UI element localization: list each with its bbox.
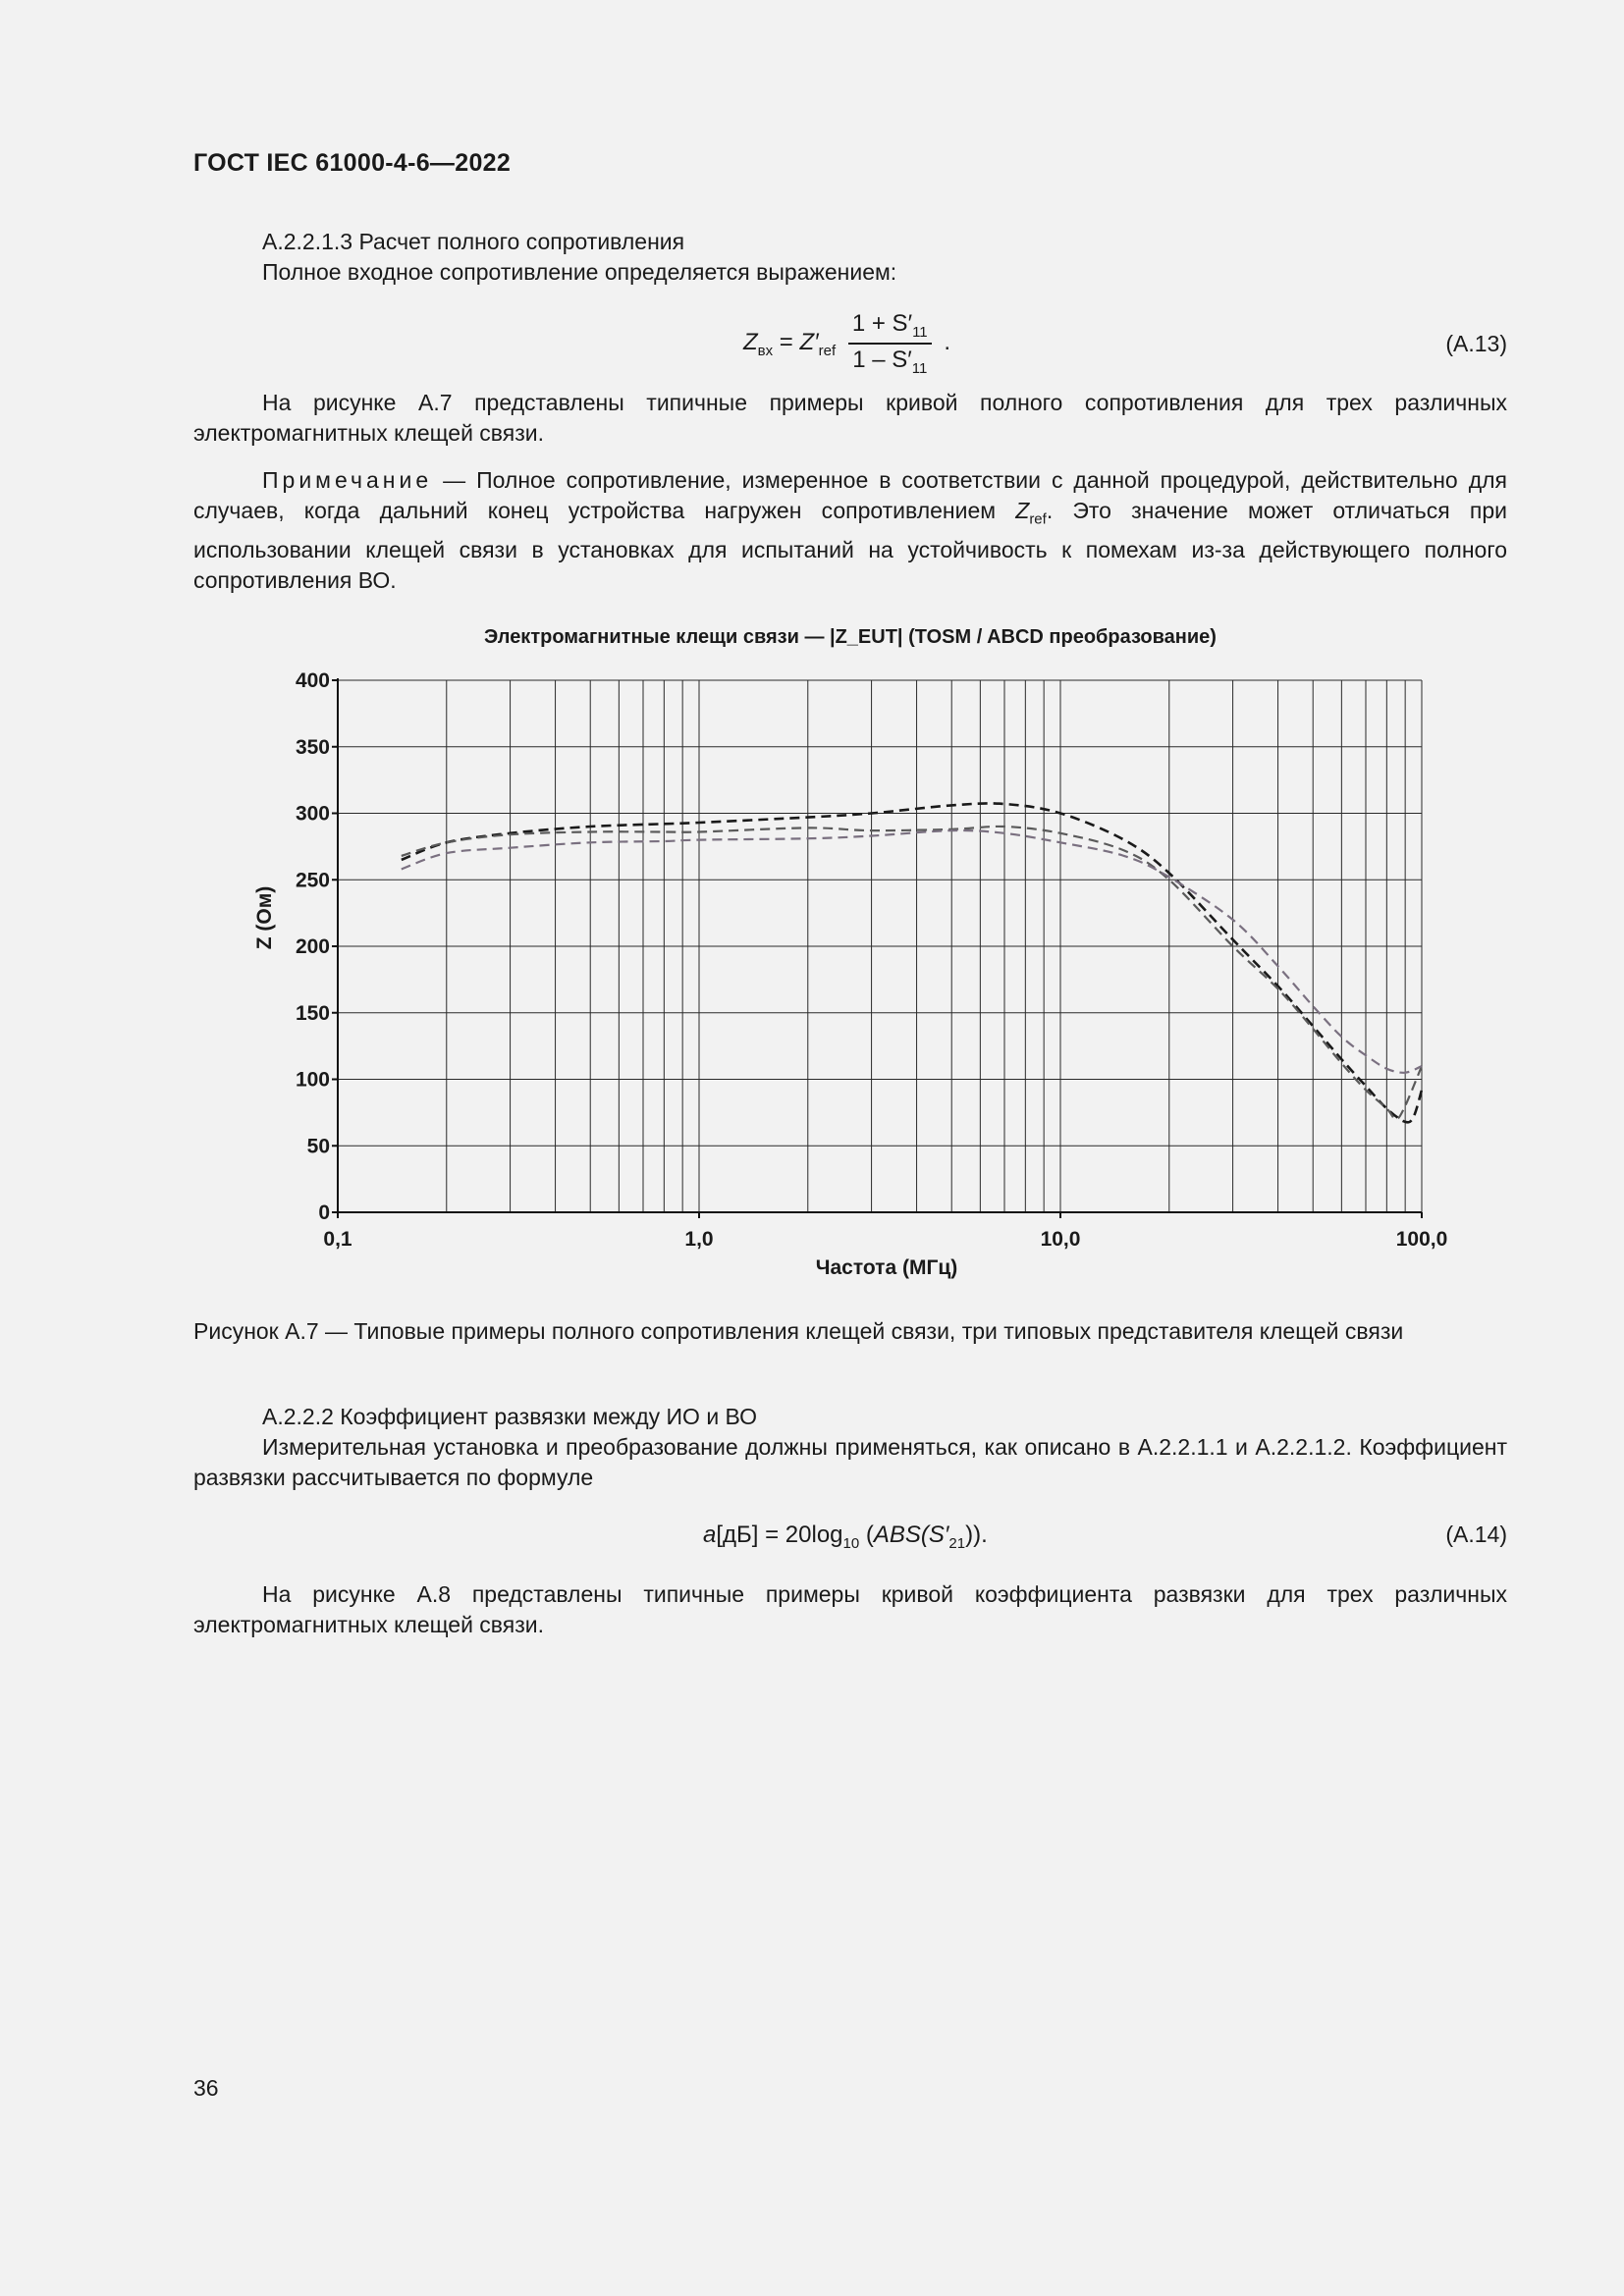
y-tick-label: 400 [295,669,330,692]
figure-caption: Рисунок А.7 — Типовые примеры полного сопротивления клещей связи, три типовых представителя клещей связи [193,1318,1404,1344]
formula-zref: Z′ [799,329,819,356]
y-tick-label: 150 [295,1001,330,1025]
equation-number-a14: (А.14) [1445,1522,1507,1547]
formula-numerator-sub: 11 [912,323,928,341]
x-tick-label: 1,0 [684,1228,714,1251]
note-zref: Z [1015,498,1030,523]
page-number: 36 [193,2075,219,2101]
formula-denominator-sub: 11 [911,359,928,377]
x-tick-label: 100,0 [1395,1228,1448,1251]
y-tick-label: 50 [306,1135,330,1158]
chart-title: Электромагнитные клещи связи — |Z_EUT| (TOSM / ABCD преобразование) [484,626,1217,648]
formula14-log-sub: 10 [842,1534,860,1552]
chart-y-axis-label: Z (Ом) [253,885,276,950]
formula14-s: (S′ [920,1522,949,1548]
y-tick-label: 100 [295,1068,330,1092]
document-header: ГОСТ IEC 61000-4-6—2022 [193,149,512,177]
formula-zref-sub: ref [818,342,837,359]
y-tick-label: 0 [318,1201,330,1224]
section-intro-a222: Измерительная установка и преобразование должны применяться, как описано в А.2.2.1.1 и А.2.2.1.2. Коэффициент развязки рассчитывается по формуле [193,1434,1507,1490]
series-line-3 [402,830,1422,1073]
formula-denominator-text: 1 – S′ [852,346,912,373]
formula14-close: )). [965,1522,988,1548]
y-tick-label: 200 [295,935,330,958]
formula-equals: = [773,329,800,356]
x-tick-label: 10,0 [1040,1228,1081,1251]
formula-lhs: Z [743,329,758,356]
note-text-b: . Это значение может отличаться при использовании клещей связи в установках для испытаний на устойчивость к помехам из-за действующего полного сопротивления ВО. [193,498,1507,593]
note-text-a: Полное сопротивление, измеренное в соответствии с данной процедурой, действительно для случаев, когда дальний конец устройства нагружен сопротивлением [193,467,1507,523]
section-heading-a222: А.2.2.2 Коэффициент развязки между ИО и ВО [262,1404,758,1429]
section-heading-a2213: А.2.2.1.3 Расчет полного сопротивления [262,229,685,254]
y-tick-label: 350 [295,735,330,759]
y-tick-label: 250 [295,869,330,892]
chart-x-axis-label: Частота (МГц) [815,1256,958,1279]
paragraph-figure-a7-intro: На рисунке А.7 представлены типичные примеры кривой полного сопротивления для трех различных электромагнитных клещей связи. [193,390,1507,446]
note-zref-sub: ref [1029,510,1047,528]
y-tick-label: 300 [295,802,330,826]
series-line-2 [402,827,1422,1119]
formula-lhs-sub: вх [757,342,774,359]
formula14-rest: [дБ] = 20log [716,1522,843,1548]
note-dash: — [432,467,477,493]
formula14-a: a [703,1522,717,1548]
x-tick-label: 0,1 [323,1228,352,1251]
formula14-s-sub: 21 [948,1534,966,1552]
note-label: Примечание [262,467,433,493]
series-line-1 [402,803,1422,1122]
formula14-open: ( [859,1522,874,1548]
formula-numerator-text: 1 + S′ [851,310,913,337]
equation-number-a13: (А.13) [1445,331,1507,356]
formula-a14 [703,1522,988,1552]
section-intro-a2213: Полное входное сопротивление определяется выражением: [262,259,897,285]
formula14-abs: ABS [873,1522,921,1548]
formula-tail: . [937,329,950,356]
paragraph-figure-a8-intro: На рисунке А.8 представлены типичные примеры кривой коэффициента развязки для трех различных электромагнитных клещей связи. [193,1581,1507,1637]
